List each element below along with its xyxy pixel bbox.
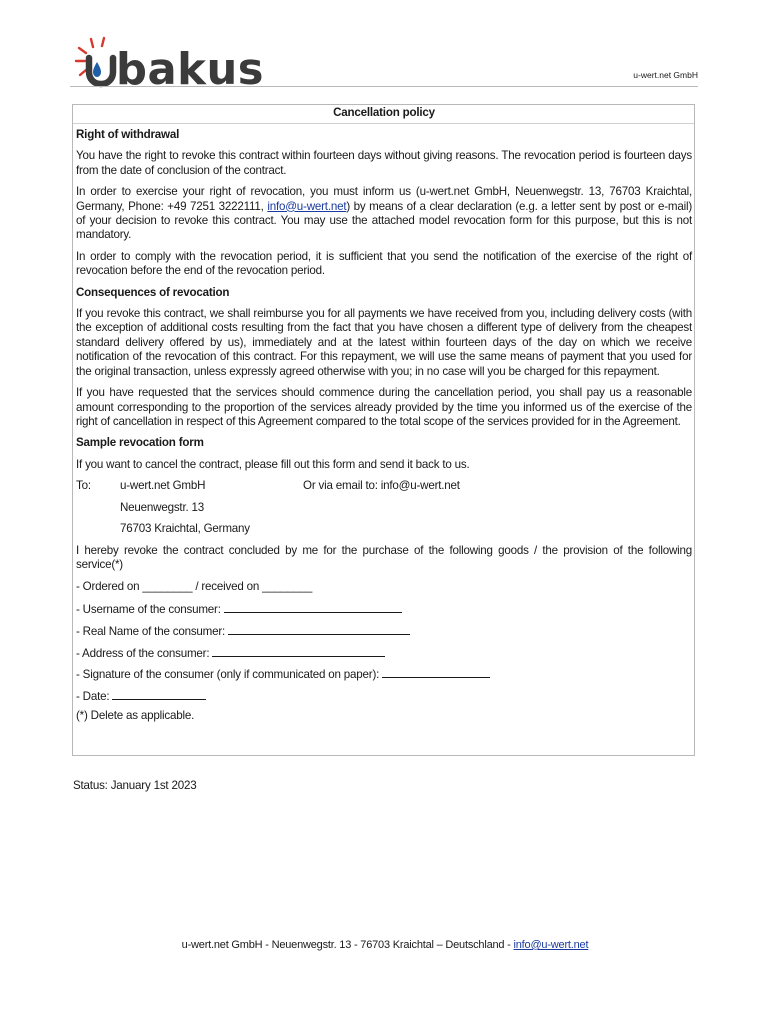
page-footer xyxy=(0,939,770,951)
water-drop-icon xyxy=(93,62,101,77)
signature-field xyxy=(76,666,692,680)
recipient-company: u-wert.net GmbH xyxy=(120,479,206,493)
email-link[interactable]: info@u-wert.net xyxy=(267,199,347,213)
real-name-label: - Real Name of the consumer: xyxy=(76,625,226,638)
real-name-field xyxy=(76,623,692,637)
date-field xyxy=(76,688,692,702)
footer-address: u-wert.net GmbH - Neuenwegstr. 13 - 76703 Kraichtal – Deutschland - xyxy=(181,939,514,951)
date-blank xyxy=(112,688,206,700)
revocation-declaration: I hereby revoke the contract concluded by me for the purchase of the following goods / the provision of the following service(*) xyxy=(76,544,692,572)
withdrawal-p2-text: In order to exercise your right of revocation, you must inform us (u-wert.net GmbH, Neuenwegstr. 13, 76703 Kraichtal, Germany, Phone: +49 7251 3222111, xyxy=(76,185,692,213)
signature-blank xyxy=(382,666,490,678)
real-name-blank xyxy=(228,623,410,635)
ubakus-logo xyxy=(70,34,270,88)
logo-text: bakus xyxy=(116,44,264,88)
to-label: To: xyxy=(76,479,91,493)
date-label: - Date: xyxy=(76,689,110,703)
title-divider xyxy=(73,123,694,124)
address-label: - Address of the consumer: xyxy=(76,646,210,660)
withdrawal-paragraph-3: In order to comply with the revocation period, it is sufficient that you send the notification of the exercise of the right of revocation before the end of the revocation period. xyxy=(76,249,692,278)
page-header xyxy=(70,34,698,90)
address-field xyxy=(76,645,692,659)
signature-label: - Signature of the consumer (only if communicated on paper): xyxy=(76,668,380,682)
recipient-city: 76703 Kraichtal, Germany xyxy=(120,522,250,536)
header-company-name: u-wert.net GmbH xyxy=(633,70,698,80)
consequences-heading: Consequences of revocation xyxy=(76,285,230,299)
username-blank xyxy=(224,601,402,613)
header-divider xyxy=(70,86,698,87)
recipient-street: Neuenwegstr. 13 xyxy=(120,500,205,514)
cancellation-policy-box xyxy=(72,104,695,756)
email-alternative: Or via email to: info@u-wert.net xyxy=(303,479,460,493)
recipient-row xyxy=(76,479,692,493)
username-field xyxy=(76,601,692,615)
status-date: Status: January 1st 2023 xyxy=(73,779,197,792)
address-blank xyxy=(212,645,385,657)
withdrawal-paragraph-2 xyxy=(76,185,692,243)
consequences-paragraph-2: If you have requested that the services should commence during the cancellation period, you shall pay us a reasonable amount corresponding to the proportion of the services already provided by the time you informed us of the exercise of the right of cancellation in respect of this Agreement compared to the total scope of the services provided for in the Agreement. xyxy=(76,386,692,428)
username-label: - Username of the consumer: xyxy=(76,603,221,617)
footer-email-link[interactable]: info@u-wert.net xyxy=(513,939,589,951)
withdrawal-p2-text-end: ) by means of a clear declaration (e.g. a letter sent by post or e-mail) of your decision to revoke this contract. You may use the attached model revocation form for this purpose, but this is not mandatory. xyxy=(76,199,692,242)
form-intro: If you want to cancel the contract, please fill out this form and send it back to us. xyxy=(76,457,470,471)
ordered-received-line: - Ordered on ________ / received on ________ xyxy=(76,579,313,593)
withdrawal-paragraph-1: You have the right to revoke this contract within fourteen days without giving reasons. The revocation period is fourteen days from the date of conclusion of the contract. xyxy=(76,149,692,177)
withdrawal-heading: Right of withdrawal xyxy=(76,128,180,141)
footnote: (*) Delete as applicable. xyxy=(76,709,195,723)
consequences-paragraph-1: If you revoke this contract, we shall reimburse you for all payments we have received from you, including delivery costs (with the exception of additional costs resulting from the fact that you have chosen a different type of delivery from the cheapest standard delivery offered by us), immediately and at the latest within fourteen days of the day on which we receive notification of the revocation of this contract. For this repayment, we will use the same means of payment that you used for the original transaction, unless expressly agreed otherwise with you; in no case will you be charged for this repayment. xyxy=(76,307,692,378)
policy-title: Cancellation policy xyxy=(333,106,435,119)
form-heading: Sample revocation form xyxy=(76,436,204,450)
